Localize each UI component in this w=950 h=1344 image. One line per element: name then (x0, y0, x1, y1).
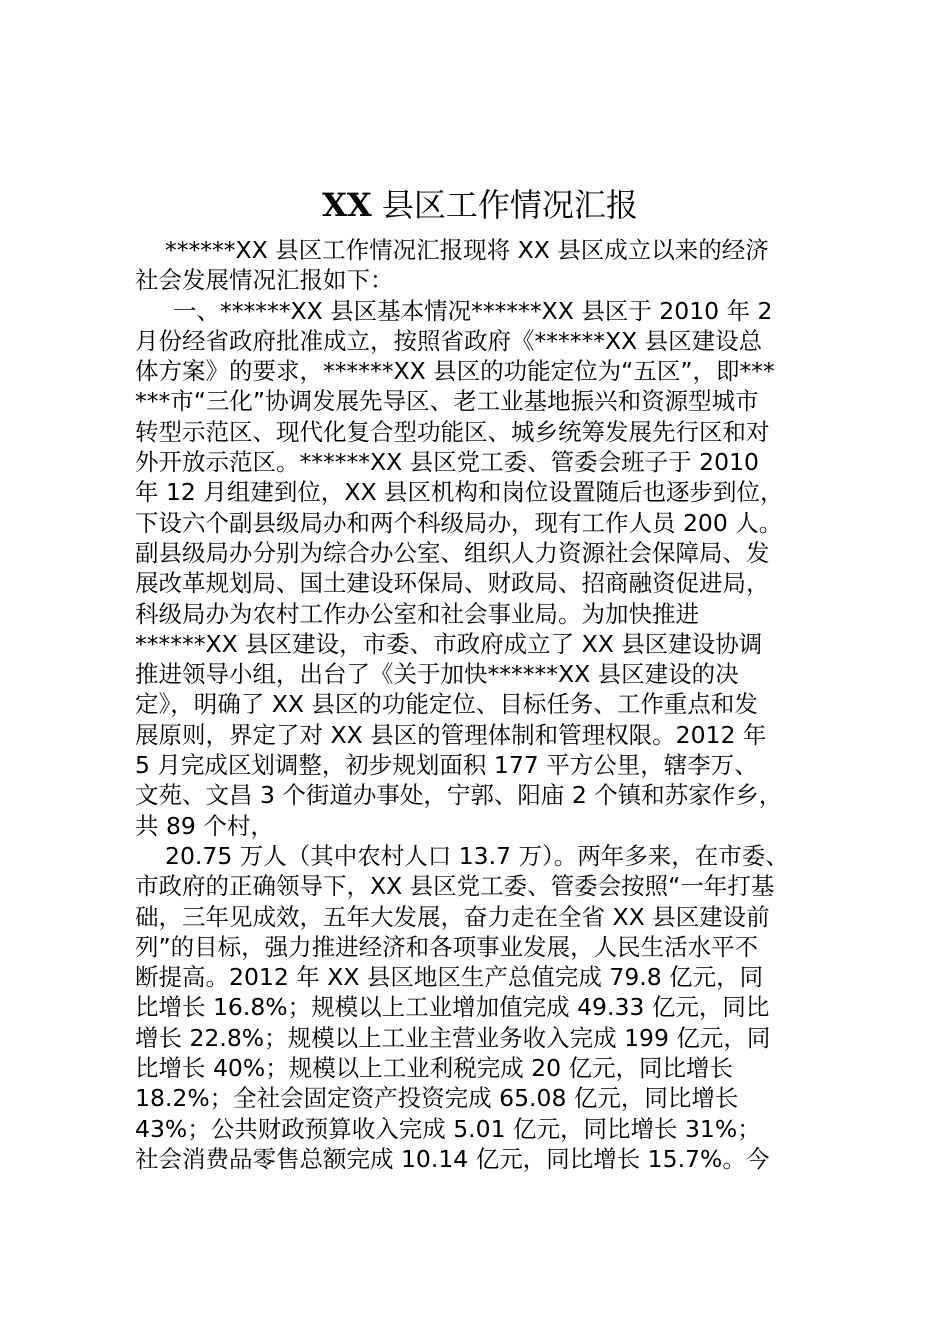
text-line: 推进领导小组，出台了《关于加快******XX 县区建设的决 (135, 660, 739, 689)
text-line: 断提高。2012 年 XX 县区地区生产总值完成 79.8 亿元，同 (135, 963, 764, 992)
title-latin: XX (322, 186, 372, 224)
text-line: 5 月完成区划调整，初步规划面积 177 平方公里，辖李万、 (135, 751, 758, 780)
text-line: 市政府的正确领导下，XX 县区党工委、管委会按照“一年打基 (135, 872, 775, 901)
text-line: 18.2%；全社会固定资产投资完成 65.08 亿元，同比增长 (135, 1084, 739, 1113)
document-body (135, 235, 835, 1174)
text-line: 转型示范区、现代化复合型功能区、城乡统筹发展先行区和对 (135, 417, 770, 446)
text-line: 展改革规划局、国土建设环保局、财政局、招商融资促进局， (135, 569, 770, 598)
text-line: 副县级局办分别为综合办公室、组织人力资源社会保障局、发 (135, 538, 770, 567)
text-line: 外开放示范区。******XX 县区党工委、管委会班子于 2010 (135, 448, 759, 477)
text-line: ***市“三化”协调发展先导区、老工业基地振兴和资源型城市 (135, 387, 759, 416)
document-title (0, 183, 950, 227)
text-line: 增长 22.8%；规模以上工业主营业务收入完成 199 亿元，同 (135, 1023, 771, 1052)
text-line: 43%；公共财政预算收入完成 5.01 亿元，同比增长 31%； (135, 1114, 761, 1143)
text-line: 定》，明确了 XX 县区的功能定位、目标任务、工作重点和发 (135, 690, 758, 719)
text-line: 科级局办为农村工作办公室和社会事业局。为加快推进 (135, 599, 699, 628)
text-line: 文苑、文昌 3 个街道办事处，宁郭、阳庙 2 个镇和苏家作乡， (135, 781, 783, 810)
text-line: 比增长 40%；规模以上工业利税完成 20 亿元，同比增长 (135, 1054, 734, 1083)
text-line: 下设六个副县级局办和两个科级局办，现有工作人员 200 人。 (135, 508, 783, 537)
text-line: ******XX 县区工作情况汇报现将 XX 县区成立以来的经济 (165, 236, 769, 264)
text-line: 20.75 万人（其中农村人口 13.7 万）。两年多来，在市委、 (165, 841, 789, 870)
text-line: 社会发展情况汇报如下： (135, 266, 394, 295)
title-text: 县区工作情况汇报 (371, 186, 638, 224)
text-line: 列”的目标，强力推进经济和各项事业发展，人民生活水平不 (135, 932, 759, 961)
text-line: ******XX 县区建设，市委、市政府成立了 XX 县区建设协调 (135, 629, 763, 658)
text-line: 展原则，界定了对 XX 县区的管理体制和管理权限。2012 年 (135, 720, 767, 749)
text-line: 年 12 月组建到位，XX 县区机构和岗位设置随后也逐步到位， (135, 478, 784, 507)
text-line: 体方案》的要求，******XX 县区的功能定位为“五区”，即*** (135, 357, 775, 386)
text-line: 共 89 个村， (135, 811, 274, 840)
text-line: 比增长 16.8%；规模以上工业增加值完成 49.33 亿元，同比 (135, 993, 770, 1022)
text-line: 月份经省政府批准成立，按照省政府《******XX 县区建设总 (135, 326, 763, 355)
text-line: 一、******XX 县区基本情况******XX 县区于 2010 年 2 (173, 296, 773, 325)
text-line: 础，三年见成效，五年大发展，奋力走在全省 XX 县区建设前 (135, 902, 770, 931)
text-line: 社会消费品零售总额完成 10.14 亿元，同比增长 15.7%。今 (135, 1144, 770, 1173)
